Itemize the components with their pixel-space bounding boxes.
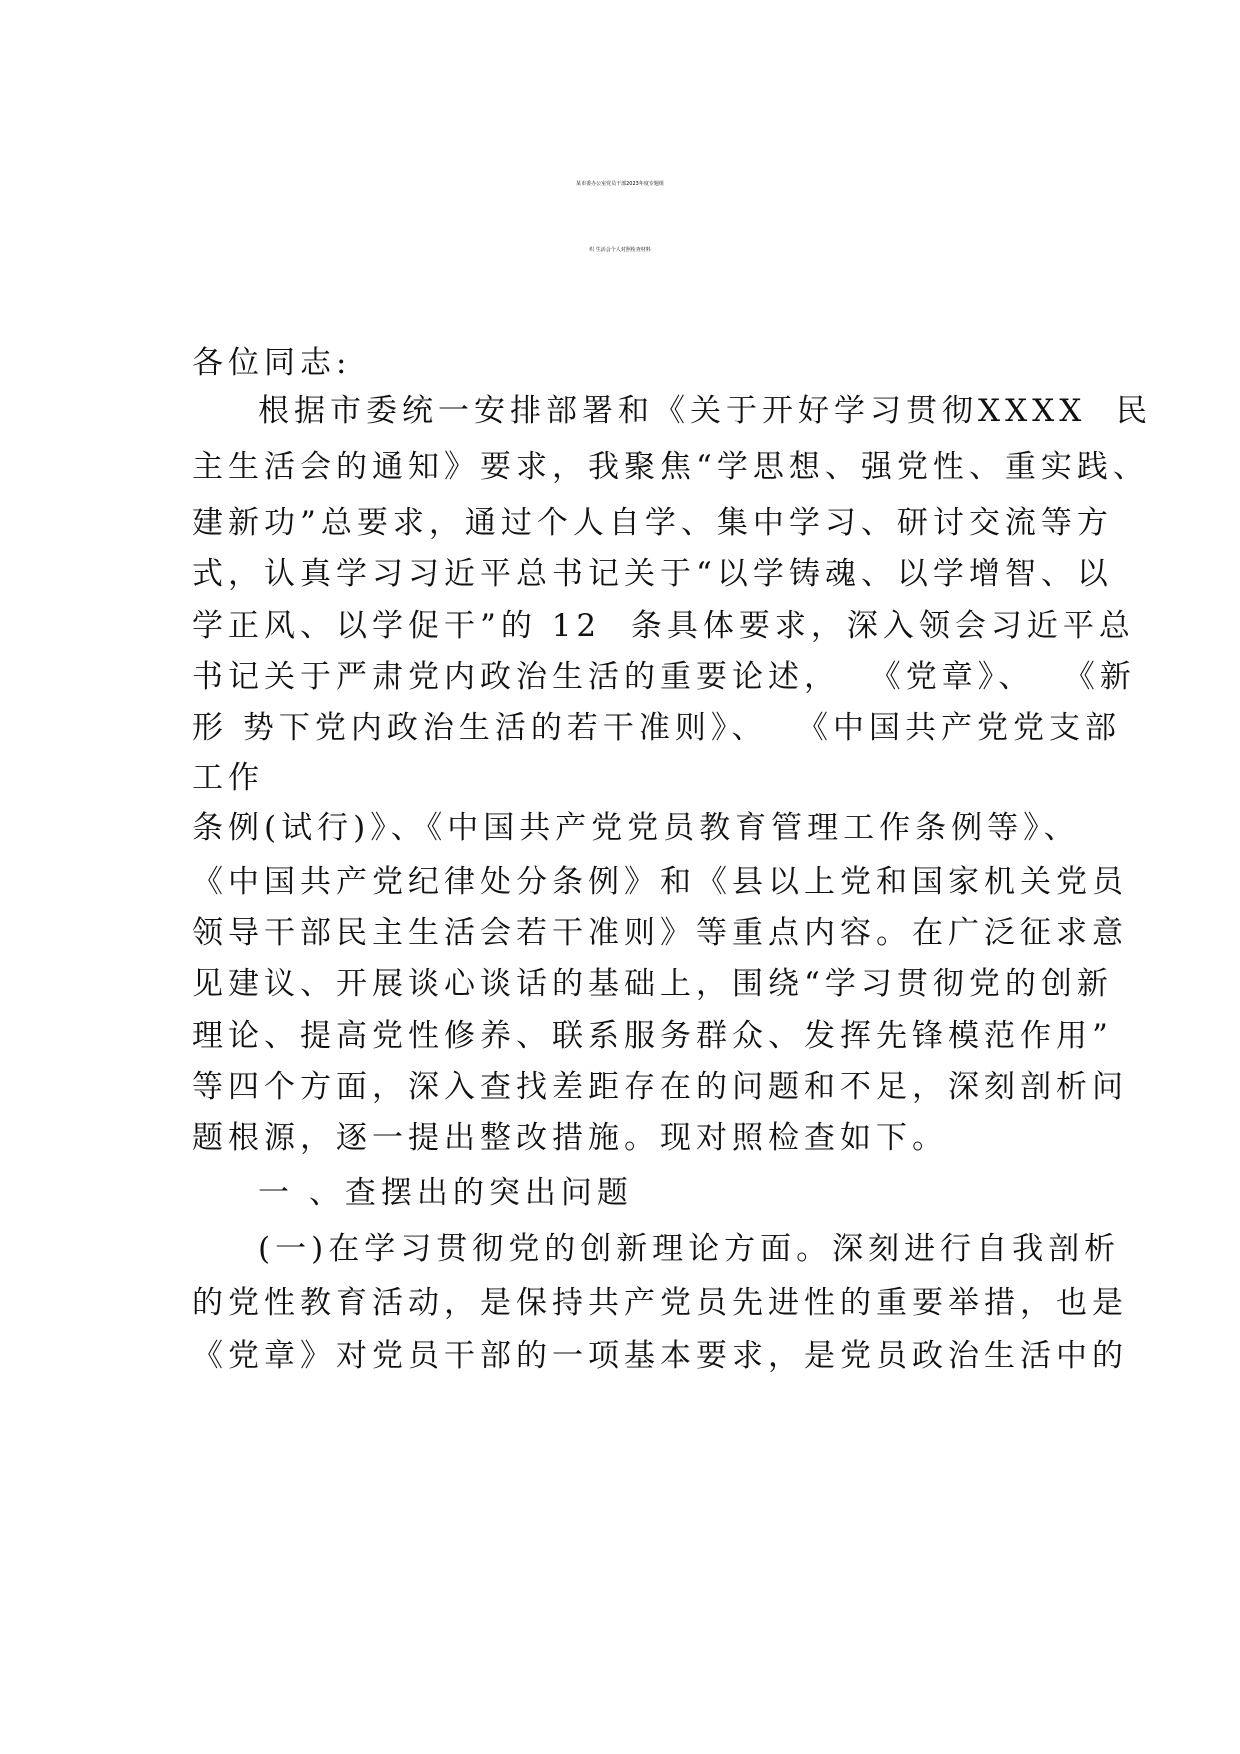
body-line: 书记关于严肃党内政治生活的重要论述， 《党章》、 《新 (192, 659, 1136, 695)
document-title-line-2: 织 生活会个人对照检查材料 (589, 247, 651, 253)
body-line: 形 势下党内政治生活的若干准则》、 《中国共产党党支部 (192, 710, 1122, 746)
body-line: 主生活会的通知》要求，我聚焦“学思想、强党性、重实践、 (192, 449, 1149, 485)
body-line: 根据市委统一安排部署和《关于开好学习贯彻XXXX 民 (258, 393, 1152, 429)
body-line: 《中国共产党纪律处分条例》和《县以上党和国家机关党员 (192, 864, 1128, 900)
body-line: 工作 (192, 760, 264, 796)
body-line: 条例(试行)》、《中国共产党党员教育管理工作条例等》、 (192, 810, 1080, 846)
section-heading: 一 、查摆出的突出问题 (258, 1175, 633, 1211)
body-line: 等四个方面，深入查找差距存在的问题和不足，深刻剖析问 (192, 1069, 1128, 1105)
body-line: 理论、提高党性修养、联系服务群众、发挥先锋模范作用” (192, 1018, 1113, 1054)
body-line: 建新功”总要求，通过个人自学、集中学习、研讨交流等方 (192, 505, 1113, 541)
subsection-line: 的党性教育活动，是保持共产党员先进性的重要举措，也是 (192, 1285, 1128, 1321)
body-line: 题根源，逐一提出整改措施。现对照检查如下。 (192, 1120, 948, 1156)
body-line: 见建议、开展谈心谈话的基础上，围绕“学习贯彻党的创新 (192, 966, 1113, 1002)
subsection-line: (一)在学习贯彻党的创新理论方面。深刻进行自我剖析 (258, 1231, 1121, 1267)
body-line: 领导干部民主生活会若干准则》等重点内容。在广泛征求意 (192, 915, 1128, 951)
body-line: 学正风、以学促干”的 12 条具体要求，深入领会习近平总 (192, 608, 1135, 644)
salutation: 各位同志: (192, 345, 352, 381)
document-title-line-1: 某市委办公室党员干部2023年度专题组 (576, 181, 664, 187)
body-line: 式，认真学习习近平总书记关于“以学铸魂、以学增智、以 (192, 556, 1113, 592)
subsection-line: 《党章》对党员干部的一项基本要求，是党员政治生活中的 (192, 1338, 1128, 1374)
